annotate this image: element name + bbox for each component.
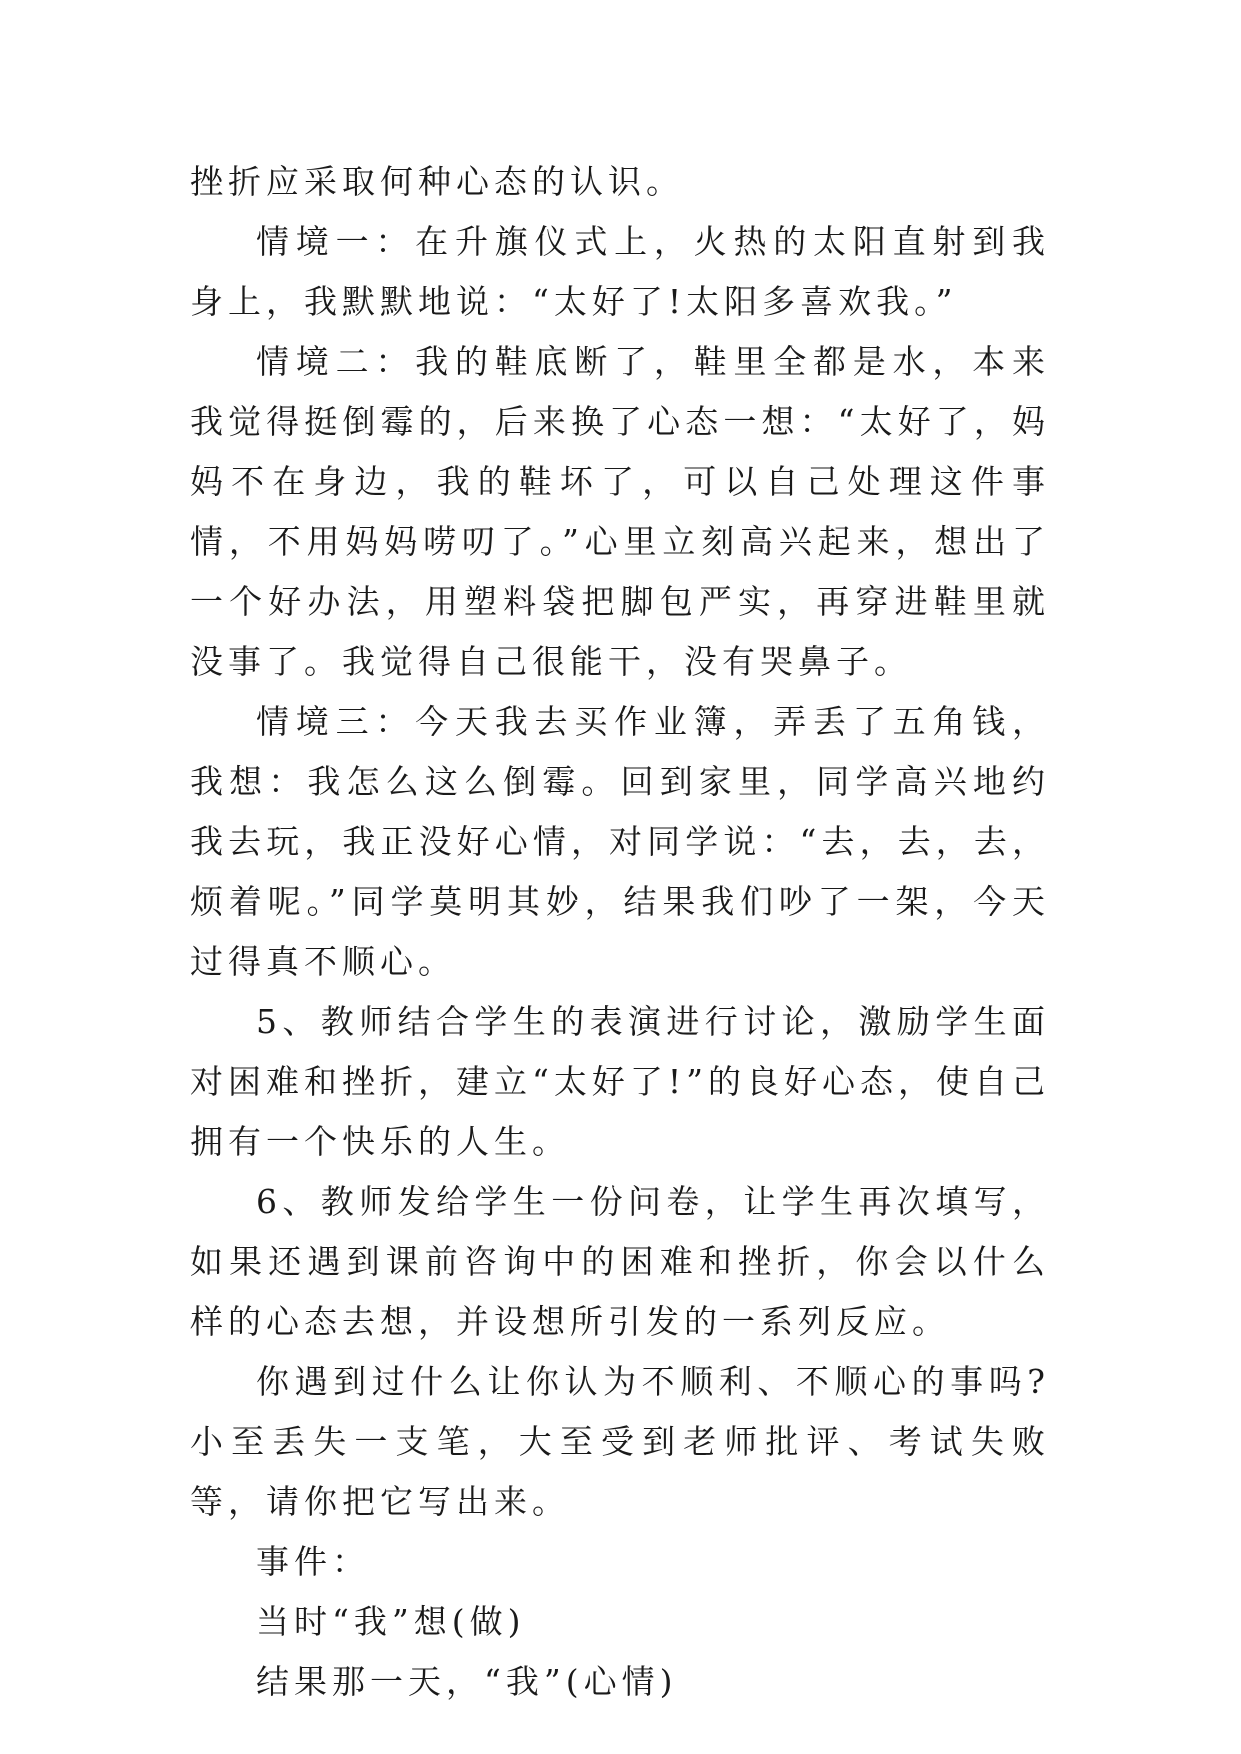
form-field-mood: 结果那一天，“我”(心情) bbox=[256, 1662, 678, 1701]
document-body bbox=[190, 152, 1050, 1712]
paragraph-step-6: 6、教师发给学生一份问卷，让学生再次填写，如果还遇到课前咨询中的困难和挫折，你会以什么样的心态去想，并设想所引发的一系列反应。 bbox=[190, 1182, 1050, 1341]
paragraph-intro-end: 挫折应采取何种心态的认识。 bbox=[190, 162, 684, 201]
paragraph-scenario-2: 情境二：我的鞋底断了，鞋里全都是水，本来我觉得挺倒霉的，后来换了心态一想：“太好了，妈妈不在身边，我的鞋坏了，可以自己处理这件事情，不用妈妈唠叨了。”心里立刻高兴起来，想出了一个好办法，用塑料袋把脚包严实，再穿进鞋里就没事了。我觉得自己很能干，没有哭鼻子。 bbox=[190, 342, 1050, 681]
form-field-event: 事件： bbox=[256, 1542, 370, 1581]
paragraph-scenario-3: 情境三：今天我去买作业簿，弄丢了五角钱，我想：我怎么这么倒霉。回到家里，同学高兴地约我去玩，我正没好心情，对同学说：“去，去，去，烦着呢。”同学莫明其妙，结果我们吵了一架，今天过得真不顺心。 bbox=[190, 702, 1050, 981]
paragraph-step-5: 5、教师结合学生的表演进行讨论，激励学生面对困难和挫折，建立“太好了!”的良好心态，使自己拥有一个快乐的人生。 bbox=[190, 1002, 1051, 1161]
paragraph-scenario-1: 情境一：在升旗仪式上，火热的太阳直射到我身上，我默默地说：“太好了!太阳多喜欢我。” bbox=[190, 222, 1050, 321]
form-field-thought: 当时“我”想(做) bbox=[256, 1602, 526, 1641]
paragraph-questionnaire-prompt: 你遇到过什么让你认为不顺利、不顺心的事吗?小至丢失一支笔，大至受到老师批评、考试失败等，请你把它写出来。 bbox=[190, 1362, 1050, 1521]
